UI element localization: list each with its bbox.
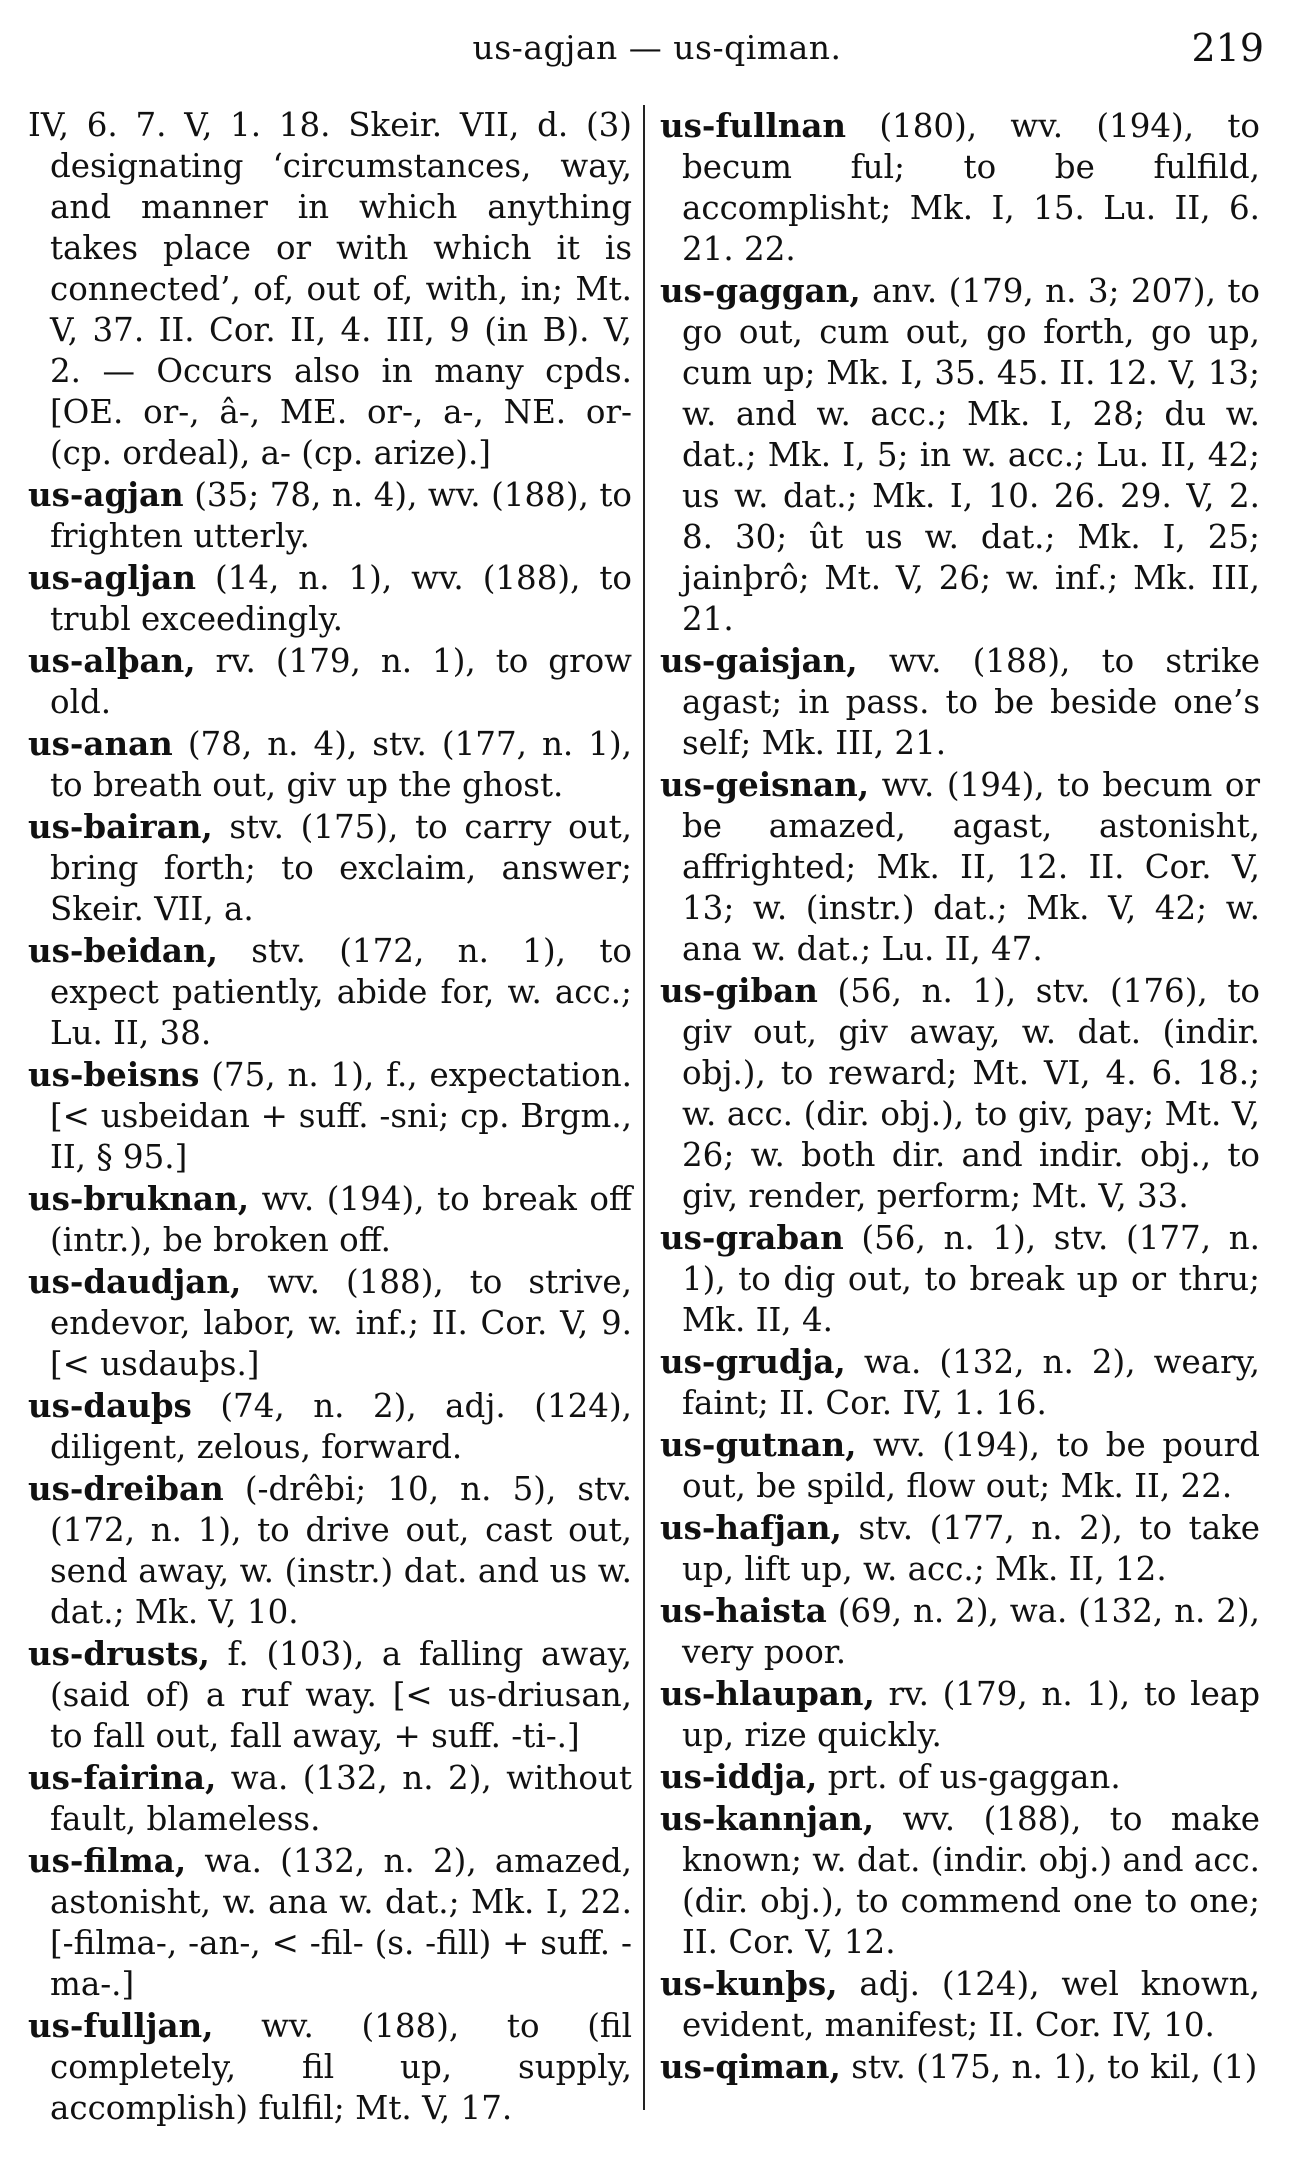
entry-headword: us-bairan, (28, 807, 213, 846)
entry-definition: wv. (188), to make known; w. dat. (indir. obj.) and acc. (dir. obj.), to commend one to one; II. Cor. V, 12. (682, 1800, 1260, 1961)
entry-headword: us-qiman, (660, 2047, 841, 2086)
entry-definition: (56, n. 1), stv. (177, n. 1), to dig out, to break up or thru; Mk. II, 4. (682, 1219, 1260, 1339)
dictionary-entry (28, 1840, 632, 2005)
dictionary-entry (660, 640, 1260, 764)
entry-definition: stv. (177, n. 2), to take up, lift up, w. acc.; Mk. II, 12. (682, 1509, 1260, 1588)
entry-headword: us-agjan (28, 475, 184, 514)
entry-definition: prt. of us-gaggan. (827, 1758, 1121, 1796)
running-head: us-agjan — us-qiman. (472, 28, 842, 67)
dictionary-entry (28, 2005, 632, 2129)
dictionary-entry (660, 105, 1260, 270)
entry-definition: wv. (194), to becum or be amazed, agast, astonisht, affrighted; Mk. II, 12. II. Cor. V, 13; w. (instr.) dat.; Mk. V, 42; w. ana w. dat.; Lu. II, 47. (682, 766, 1260, 968)
dictionary-entry (660, 970, 1260, 1217)
entry-headword: us-anan (28, 724, 173, 763)
entry-definition: adj. (124), wel known, evident, manifest; II. Cor. IV, 10. (682, 1965, 1260, 2044)
entry-headword: us-gutnan, (660, 1425, 857, 1464)
entry-definition: (78, n. 4), stv. (177, n. 1), to breath out, giv up the ghost. (50, 725, 632, 804)
entry-headword: us-filma, (28, 1841, 187, 1880)
dictionary-entry (28, 1178, 632, 1261)
right-column (660, 105, 1260, 2088)
dictionary-entry (28, 1054, 632, 1178)
dictionary-entry (660, 1507, 1260, 1590)
entry-definition: stv. (172, n. 1), to expect patiently, abide for, w. acc.; Lu. II, 38. (50, 932, 632, 1052)
dictionary-entry (28, 1468, 632, 1633)
dictionary-entry (660, 1756, 1260, 1798)
dictionary-entry (660, 1798, 1260, 1963)
dictionary-entry (660, 1424, 1260, 1507)
dictionary-entry (660, 1217, 1260, 1341)
entry-headword: us-hafjan, (660, 1508, 842, 1547)
entry-headword: us-gaisjan, (660, 641, 858, 680)
entry-headword: us-haista (660, 1591, 827, 1630)
entry-definition: rv. (179, n. 1), to leap up, rize quickly. (682, 1675, 1260, 1754)
entry-headword: us-geisnan, (660, 765, 870, 804)
entry-definition: (56, n. 1), stv. (176), to giv out, giv away, w. dat. (indir. obj.), to reward; Mt. VI, 4. 6. 18.; w. acc. (dir. obj.), to giv, pay; Mt. V, 26; w. both dir. and indir. obj., to giv, render, perform; Mt. V, 33. (682, 972, 1260, 1215)
entry-definition: stv. (175, n. 1), to kil, (1) (851, 2048, 1258, 2086)
entry-definition: (69, n. 2), wa. (132, n. 2), very poor. (682, 1592, 1260, 1671)
entry-definition: wa. (132, n. 2), weary, faint; II. Cor. IV, 1. 16. (682, 1343, 1260, 1422)
entry-definition: (74, n. 2), adj. (124), diligent, zelous, forward. (50, 1387, 632, 1466)
dictionary-entry (660, 2046, 1260, 2088)
entry-headword: us-drusts, (28, 1634, 210, 1673)
entry-headword: us-fulljan, (28, 2006, 214, 2045)
page-header (0, 18, 1314, 74)
dictionary-entry (28, 640, 632, 723)
entry-headword: us-hlaupan, (660, 1674, 875, 1713)
entry-definition: wv. (194), to be pourd out, be spild, flow out; Mk. II, 22. (682, 1426, 1260, 1505)
entry-headword: us-fullnan (660, 106, 847, 145)
entry-definition: wa. (132, n. 2), without fault, blameless. (50, 1759, 632, 1838)
entry-definition: (-drêbi; 10, n. 5), stv. (172, n. 1), to drive out, cast out, send away, w. (instr.) dat. and us w. dat.; Mk. V, 10. (50, 1470, 632, 1631)
entry-headword: us-beidan, (28, 931, 218, 970)
entry-headword: us-daudjan, (28, 1262, 242, 1301)
dictionary-entry (660, 1341, 1260, 1424)
dictionary-entry (28, 806, 632, 930)
entry-definition: (180), wv. (194), to becum ful; to be fulfild, accomplisht; Mk. I, 15. Lu. II, 6. 21. 22. (682, 107, 1260, 268)
entry-headword: us-grudja, (660, 1342, 846, 1381)
dictionary-entry (28, 557, 632, 640)
entry-definition: (14, n. 1), wv. (188), to trubl exceedingly. (50, 559, 632, 638)
entry-headword: us-dauþs (28, 1386, 192, 1425)
page-number: 219 (1191, 26, 1264, 70)
entry-headword: us-agljan (28, 558, 196, 597)
entry-headword: us-giban (660, 971, 818, 1010)
dictionary-entry (28, 1261, 632, 1385)
dictionary-entry (660, 1590, 1260, 1673)
entry-definition: wv. (194), to break off (intr.), be broken off. (50, 1180, 632, 1259)
entry-definition: (75, n. 1), f., expectation. [< usbeidan + suff. -sni; cp. Brgm., II, § 95.] (50, 1056, 632, 1176)
dictionary-entry (28, 723, 632, 806)
entry-headword: us-kunþs, (660, 1964, 838, 2003)
entry-definition: IV, 6. 7. V, 1. 18. Skeir. VII, d. (3) designating ‘circumstances, way, and manner in which anything takes place or with which it is connected’, of, out of, with, in; Mt. V, 37. II. Cor. II, 4. III, 9 (in B). V, 2. — Occurs also in many cpds. [OE. or-, â-, ME. or-, a-, NE. or- (cp. ordeal), a- (cp. arize).] (28, 106, 632, 472)
entry-definition: wa. (132, n. 2), amazed, astonisht, w. ana w. dat.; Mk. I, 22. [-filma-, -an-, < -fil- (s. -fill) + suff. -ma-.] (50, 1842, 632, 2003)
entry-headword: us-fairina, (28, 1758, 217, 1797)
entry-definition: wv. (188), to (fil completely, fil up, supply, accomplish) fulfil; Mt. V, 17. (50, 2007, 632, 2127)
entry-definition: anv. (179, n. 3; 207), to go out, cum out, go forth, go up, cum up; Mk. I, 35. 45. II. 12. V, 13; w. and w. acc.; Mk. I, 28; du w. dat.; Mk. I, 5; in w. acc.; Lu. II, 42; us w. dat.; Mk. I, 10. 26. 29. V, 2. 8. 30; ût us w. dat.; Mk. I, 25; jainþrô; Mt. V, 26; w. inf.; Mk. III, 21. (682, 272, 1260, 638)
dictionary-entry (660, 270, 1260, 640)
dictionary-entry (28, 105, 632, 474)
left-column (28, 105, 632, 2129)
entry-headword: us-beisns (28, 1055, 200, 1094)
entry-headword: us-dreiban (28, 1469, 224, 1508)
entry-definition: (35; 78, n. 4), wv. (188), to frighten utterly. (50, 476, 632, 555)
dictionary-entry (660, 1963, 1260, 2046)
entry-headword: us-gaggan, (660, 271, 861, 310)
dictionary-entry (28, 1633, 632, 1757)
entry-definition: rv. (179, n. 1), to grow old. (50, 642, 632, 721)
dictionary-entry (28, 474, 632, 557)
entry-headword: us-graban (660, 1218, 844, 1257)
entry-headword: us-kannjan, (660, 1799, 875, 1838)
dictionary-entry (660, 764, 1260, 970)
entry-definition: stv. (175), to carry out, bring forth; to exclaim, answer; Skeir. VII, a. (50, 808, 632, 928)
dictionary-entry (28, 1757, 632, 1840)
entry-definition: f. (103), a falling away, (said of) a ruf way. [< us-driusan, to fall out, fall away, + suff. -ti-.] (50, 1635, 632, 1755)
entry-headword: us-alþan, (28, 641, 196, 680)
entry-definition: wv. (188), to strive, endevor, labor, w. inf.; II. Cor. V, 9. [< usdauþs.] (50, 1263, 632, 1383)
entry-definition: wv. (188), to strike agast; in pass. to be beside one’s self; Mk. III, 21. (682, 642, 1260, 762)
dictionary-entry (28, 1385, 632, 1468)
dictionary-entry (660, 1673, 1260, 1756)
dictionary-entry (28, 930, 632, 1054)
entry-headword: us-bruknan, (28, 1179, 250, 1218)
column-divider (643, 105, 645, 2110)
entry-headword: us-iddja, (660, 1757, 818, 1796)
